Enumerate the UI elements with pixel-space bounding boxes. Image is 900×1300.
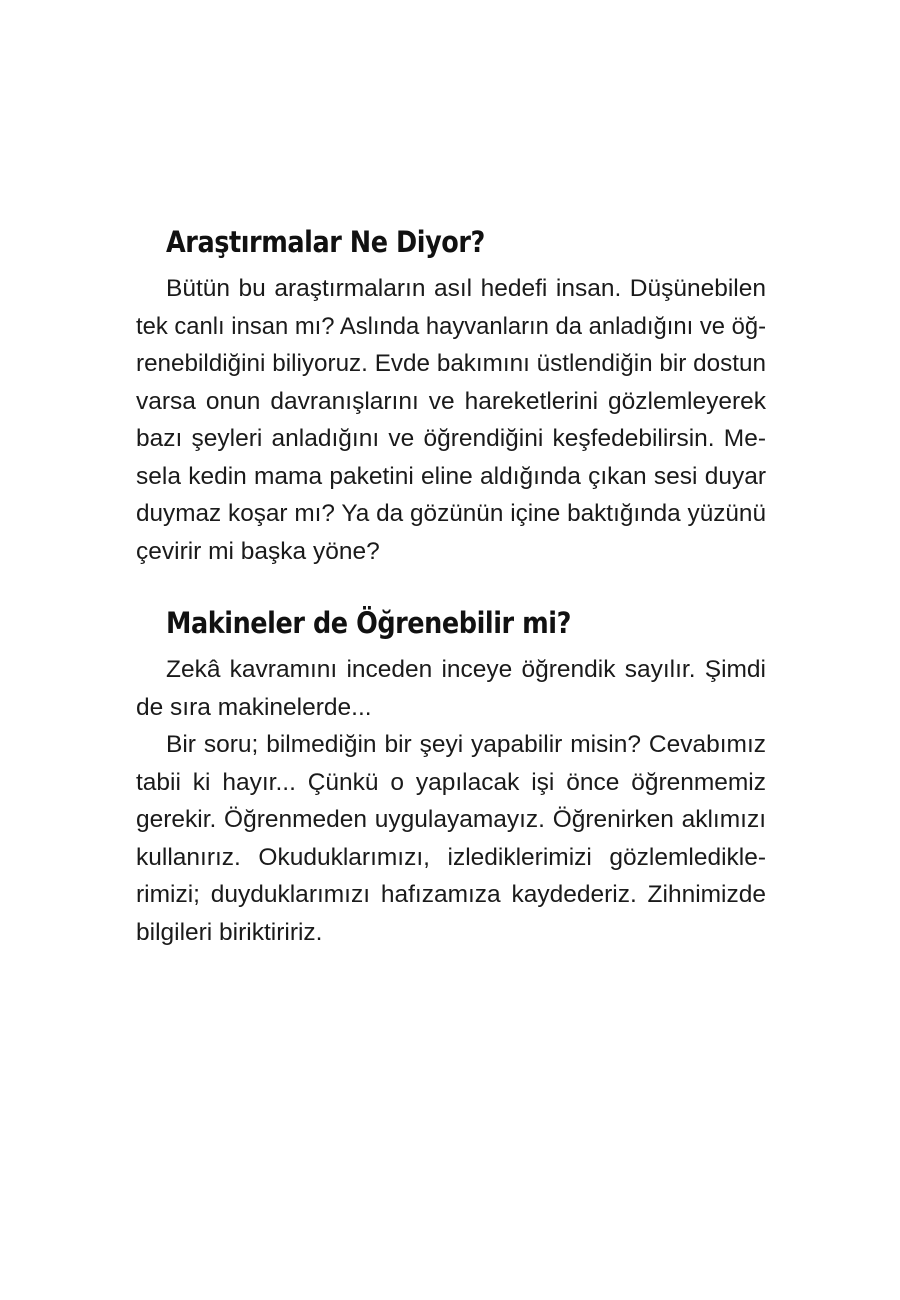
text-line: Zekâ kavramını inceden inceye öğrendik sayılır. Şimdi xyxy=(166,656,766,683)
text-line: de sıra makinelerde... xyxy=(136,693,372,721)
text-line: bilgileri biriktiririz. xyxy=(136,918,323,946)
paragraph xyxy=(136,270,766,570)
text-line: duymaz koşar mı? Ya da gözünün içine baktığında yüzünü xyxy=(136,500,766,527)
paragraph xyxy=(136,726,766,951)
paragraph xyxy=(136,651,766,726)
text-line: renebildiğini biliyoruz. Evde bakımını üstlendiğin bir dostun xyxy=(136,350,766,377)
section-research xyxy=(136,222,766,570)
text-line: Bütün bu araştırmaların asıl hedefi insan. Düşünebilen xyxy=(166,275,766,302)
text-line: Bir soru; bilmediğin bir şeyi yapabilir misin? Cevabımız xyxy=(166,731,766,758)
section-heading: Makineler de Öğrenebilir mi? xyxy=(166,606,571,640)
text-line: bazı şeyleri anladığını ve öğrendiğini keşfedebilirsin. Me- xyxy=(136,425,766,452)
text-line: varsa onun davranışlarını ve hareketlerini gözlemleyerek xyxy=(136,387,766,415)
section-heading: Araştırmalar Ne Diyor? xyxy=(166,225,485,259)
text-line: tek canlı insan mı? Aslında hayvanların da anladığını ve öğ- xyxy=(136,312,766,340)
text-line: sela kedin mama paketini eline aldığında çıkan sesi duyar xyxy=(136,462,766,490)
section-machines xyxy=(136,603,766,951)
text-line: kullanırız. Okuduklarımızı, izlediklerimizi gözlemledikle- xyxy=(136,843,766,871)
text-line: rimizi; duyduklarımızı hafızamıza kaydederiz. Zihnimizde xyxy=(136,881,766,908)
text-line: tabii ki hayır... Çünkü o yapılacak işi önce öğrenmemiz xyxy=(136,768,766,796)
text-line: gerekir. Öğrenmeden uygulayamayız. Öğrenirken aklımızı xyxy=(136,806,766,833)
text-line: çevirir mi başka yöne? xyxy=(136,537,380,565)
